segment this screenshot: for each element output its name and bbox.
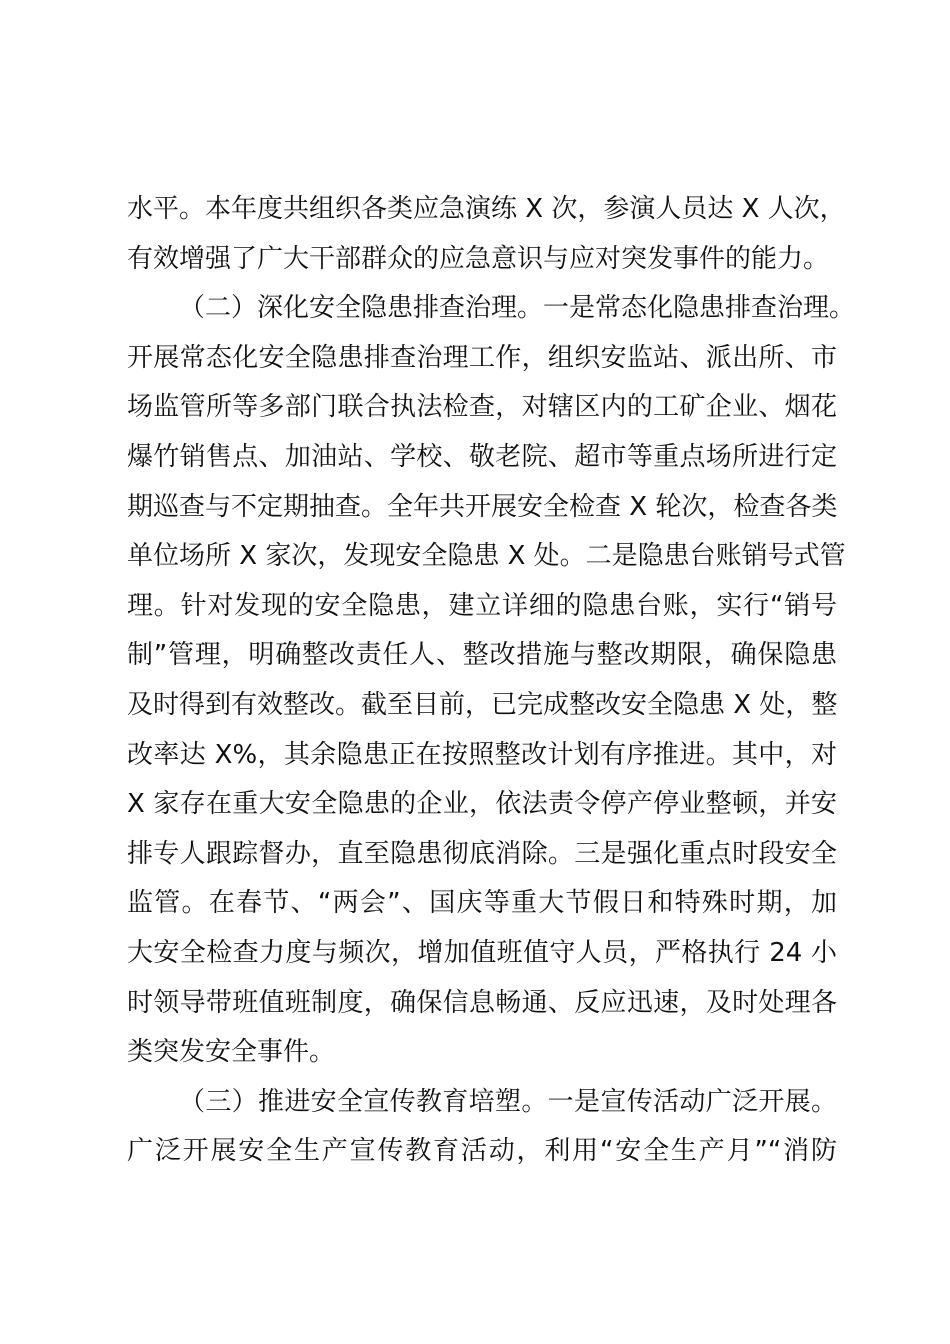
text-line: 爆竹销售点、加油站、学校、敬老院、超市等重点场所进行定: [127, 441, 837, 472]
text-line: 理。针对发现的安全隐患，建立详细的隐患台账，实行“销号: [127, 590, 837, 621]
body-text: [127, 185, 856, 1177]
text-line: 及时得到有效整改。截至目前，已完成整改安全隐患 X 处，整: [127, 689, 838, 720]
text-line: 制”管理，明确整改责任人、整改措施与整改期限，确保隐患: [127, 640, 837, 671]
text-line: 单位场所 X 家次，发现安全隐患 X 处。二是隐患台账销号式管: [127, 541, 846, 572]
section-heading-line: （二）深化安全隐患排查治理。一是常态化隐患排查治理。: [179, 293, 856, 324]
text-line: X 家存在重大安全隐患的企业，依法责令停产停业整顿，并安: [127, 789, 837, 820]
text-line: 广泛开展安全生产宣传教育活动，利用“安全生产月”“消防: [127, 1136, 837, 1167]
text-line: 开展常态化安全隐患排查治理工作，组织安监站、派出所、市: [127, 342, 837, 373]
text-line: 改率达 X%，其余隐患正在按照整改计划有序推进。其中，对: [127, 739, 837, 770]
text-line: 水平。本年度共组织各类应急演练 X 次，参演人员达 X 人次，: [127, 194, 846, 224]
text-line: 大安全检查力度与频次，增加值班值守人员，严格执行 24 小: [127, 937, 837, 968]
text-line: 时领导带班值班制度，确保信息畅通、反应迅速，及时处理各: [127, 987, 837, 1018]
text-line: 有效增强了广大干部群众的应急意识与应对突发事件的能力。: [127, 243, 830, 274]
text-line: 排专人跟踪督办，直至隐患彻底消除。三是强化重点时段安全: [127, 838, 837, 869]
text-line: 期巡查与不定期抽查。全年共开展安全检查 X 轮次，检查各类: [127, 491, 838, 522]
text-line: 类突发安全事件。: [127, 1037, 336, 1068]
text-line: 场监管所等多部门联合执法检查，对辖区内的工矿企业、烟花: [127, 392, 837, 423]
text-line: 监管。在春节、“两会”、国庆等重大节假日和特殊时期，加: [127, 888, 837, 919]
section-heading-line: （三）推进安全宣传教育培塑。一是宣传活动广泛开展。: [179, 1086, 837, 1117]
